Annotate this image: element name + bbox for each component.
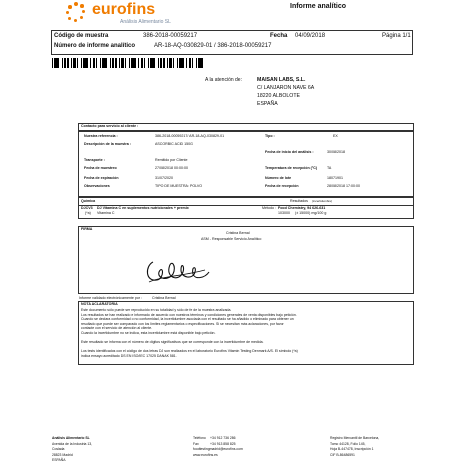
chemistry-heading: Química: [81, 199, 96, 203]
barcode-bar: [93, 58, 96, 68]
barcode-bar: [198, 58, 201, 68]
accreditation-mark: (*a): [85, 211, 91, 215]
sample-field-label: Temperatura de recepción (°C): [265, 166, 318, 170]
barcode: [52, 58, 206, 68]
footer-line: +34 912 736 286: [210, 436, 236, 440]
footer-line: Hoja B-447478, Inscripción 1: [330, 447, 374, 451]
sample-field-value: 18071901: [327, 176, 343, 180]
barcode-bar: [158, 58, 159, 68]
footer-line: www.eurofins.es: [193, 452, 218, 457]
result-uncertainty: (± 15000) mg/100 g: [295, 211, 327, 215]
footer-line: Registro Mercantil de Barcelona,: [330, 436, 380, 440]
addressee-country: ESPAÑA: [257, 101, 278, 107]
sample-code-label: Código de muestra: [54, 33, 109, 39]
sample-field-value: 31/07/2020: [155, 176, 173, 180]
barcode-bar: [173, 58, 175, 68]
barcode-bar: [77, 58, 79, 68]
method-label: Método :: [262, 206, 276, 210]
footer-line: Tomo 44128, Folio 145,: [330, 441, 366, 446]
barcode-bar: [57, 58, 59, 68]
barcode-bar: [62, 58, 63, 68]
barcode-bar: [112, 58, 115, 68]
result-value: 103000: [278, 211, 290, 215]
barcode-bar: [90, 58, 91, 68]
note-line: Cuando se declara conformidad o no conformidad, la incertidumbre asociada con el resultado se ha añadido o eliminado para obtener un: [81, 317, 294, 322]
note-line: resultado que puede ser comparado con los límites reglamentarios o especificaciones. Si se necesitan más aclaraciones, por favor: [81, 321, 284, 326]
sample-field-label: Fecha de recepción: [265, 184, 299, 188]
division-name: Análisis Alimentario SL: [120, 19, 171, 25]
barcode-bar: [119, 58, 120, 68]
barcode-bar: [196, 58, 197, 68]
signature-heading: FIRMA: [81, 227, 93, 231]
sample-field-value: TA: [327, 166, 332, 170]
document-type: Informe analítico: [290, 3, 347, 10]
barcode-bar: [121, 58, 124, 68]
notes-heading: NOTA ACLARATORIA: [81, 302, 118, 306]
barcode-bar: [102, 58, 105, 68]
sample-field-label: Fecha de inicio del análisis :: [265, 150, 314, 154]
results-label: Resultados: [290, 199, 308, 203]
note-line: Los tests identificados con el código de dos letras DJ son realizados en el laboratorio Eurofins Vitamin Testing Denmark A/S. El símbolo (*a): [81, 349, 298, 354]
barcode-bar: [177, 58, 178, 68]
results-unit-label: (incertidumbre): [312, 199, 333, 203]
report-number: AR-18-AQ-030829-01 / 386-2018-00059217: [154, 43, 272, 49]
barcode-bar: [186, 58, 187, 68]
barcode-bar: [192, 58, 194, 68]
footer-line: CIF B-86486591: [330, 452, 355, 457]
barcode-bar: [129, 58, 130, 68]
handwritten-signature: [143, 252, 213, 288]
footer-line: Fax: [193, 441, 199, 446]
addressee-city: 18220 ALBOLOTE: [257, 93, 300, 99]
note-line: Este resultado se informa con el número de dígitos significativos que se corresponde con la incertidumbre de medida.: [81, 340, 264, 345]
test-code: DJCV3: [81, 206, 93, 210]
note-line: indica ensayo acreditado DS EN ISO/IEC 17025 DANAK 581.: [81, 354, 177, 358]
barcode-bar: [52, 58, 53, 68]
sample-field-label: Fecha de expiración: [84, 176, 119, 180]
note-line: Los resultados se han realizado e informado de acuerdo con nuestros términos y condiciones generales de venta disponibles bajo petición.: [81, 312, 297, 317]
date-label: Fecha: [270, 33, 288, 39]
sample-field-label: Tipo :: [265, 134, 275, 138]
barcode-bar: [71, 58, 72, 68]
validated-by: Cristina Bernal: [152, 296, 176, 300]
barcode-bar: [169, 58, 172, 68]
barcode-bar: [86, 58, 88, 68]
sample-field-value: Remitido por Cliente: [155, 158, 188, 162]
sample-field-label: Fecha de muestreo: [84, 166, 117, 170]
barcode-bar: [64, 58, 67, 68]
barcode-bar: [96, 58, 98, 68]
sample-field-label: Número de lote: [265, 176, 292, 180]
barcode-bar: [153, 58, 155, 68]
sample-field-label: Descripción de la muestra :: [84, 142, 131, 146]
barcode-bar: [160, 58, 163, 68]
footer-line: foodtestingmadrid@eurofins.com: [193, 447, 243, 451]
sample-field-value: 28/08/2018 17:00:00: [327, 184, 360, 188]
brand-name: eurofins: [92, 1, 156, 18]
eurofins-logo: [66, 2, 88, 24]
note-line: contacte con el servicio de atención al cliente.: [81, 326, 153, 331]
barcode-bar: [201, 58, 203, 68]
barcode-bar: [105, 58, 107, 68]
note-line: Cuando la incertidumbre no se indica, esta incertidumbre está disponible bajo petición.: [81, 331, 216, 335]
barcode-bar: [110, 58, 111, 68]
sample-field-value: 27/08/2018 00:00:00: [155, 166, 188, 170]
barcode-bar: [148, 58, 149, 68]
barcode-bar: [81, 58, 82, 68]
signatory-name: Cristina Bernal: [226, 231, 250, 235]
barcode-bar: [141, 58, 144, 68]
barcode-bar: [163, 58, 165, 68]
sample-code: 386-2018-00059217: [143, 33, 198, 39]
footer-line: ESPAÑA: [52, 458, 66, 462]
test-name: DJ Vitamina C en suplementos nutricionales + premix: [97, 206, 189, 210]
validated-label: Informe validado electrónicamente por :: [79, 296, 143, 300]
sample-field-value: 30/08/2018: [327, 150, 345, 154]
footer-line: +34 913 858 825: [210, 441, 236, 446]
footer-line: Teléfono: [193, 436, 206, 440]
barcode-bar: [100, 58, 101, 68]
barcode-bar: [182, 58, 184, 68]
footer-line: Análisis Alimentario SL: [52, 436, 90, 440]
barcode-bar: [73, 58, 76, 68]
sample-field-value: EX: [333, 134, 338, 138]
addressee-street: C/ LANJARON NAVE 6A: [257, 85, 315, 91]
barcode-bar: [125, 58, 127, 68]
client-contact-heading: Contacto para servicio al cliente :: [81, 124, 139, 128]
attention-label: A la atención de:: [205, 77, 242, 83]
sample-field-label: Observaciones: [84, 184, 110, 188]
signatory-role: ASM - Responsable Servicio Analítico: [201, 237, 262, 241]
addressee-company: MAISAN LABS, S.L.: [257, 77, 306, 83]
barcode-bar: [115, 58, 117, 68]
sample-info-box: [78, 131, 414, 197]
barcode-bar: [167, 58, 168, 68]
barcode-bar: [54, 58, 57, 68]
sub-test-name: Vitamina C: [97, 211, 115, 215]
barcode-bar: [189, 58, 192, 68]
barcode-bar: [138, 58, 139, 68]
barcode-bar: [144, 58, 146, 68]
sample-field-label: Transporte :: [84, 158, 105, 162]
note-line: Este documento sólo puede ser reproducido en su totalidad y sólo de fe de la muestra analizada.: [81, 308, 232, 312]
report-number-label: Número de informe analítico: [54, 43, 136, 49]
sample-field-label: Nuestra referencia :: [84, 134, 118, 138]
footer-line: 28823 Madrid: [52, 452, 73, 457]
page-number: Página 1/1: [382, 33, 411, 39]
sample-field-value: ASCORBIC ACID 150G: [155, 142, 193, 146]
barcode-bar: [150, 58, 153, 68]
sample-field-value: 386-2018-00059217/ AR-18-AQ-030829-01: [155, 134, 225, 138]
barcode-bar: [67, 58, 69, 68]
sample-field-value: TIPO DE MUESTRA: POLVO: [155, 184, 203, 188]
footer-line: Avenida de la Industria 13,: [52, 441, 93, 446]
method-name: Food Chemistry, 94 626-631: [278, 206, 326, 210]
barcode-bar: [134, 58, 136, 68]
footer-line: Coslada: [52, 447, 65, 451]
report-date: 04/09/2018: [295, 33, 326, 39]
